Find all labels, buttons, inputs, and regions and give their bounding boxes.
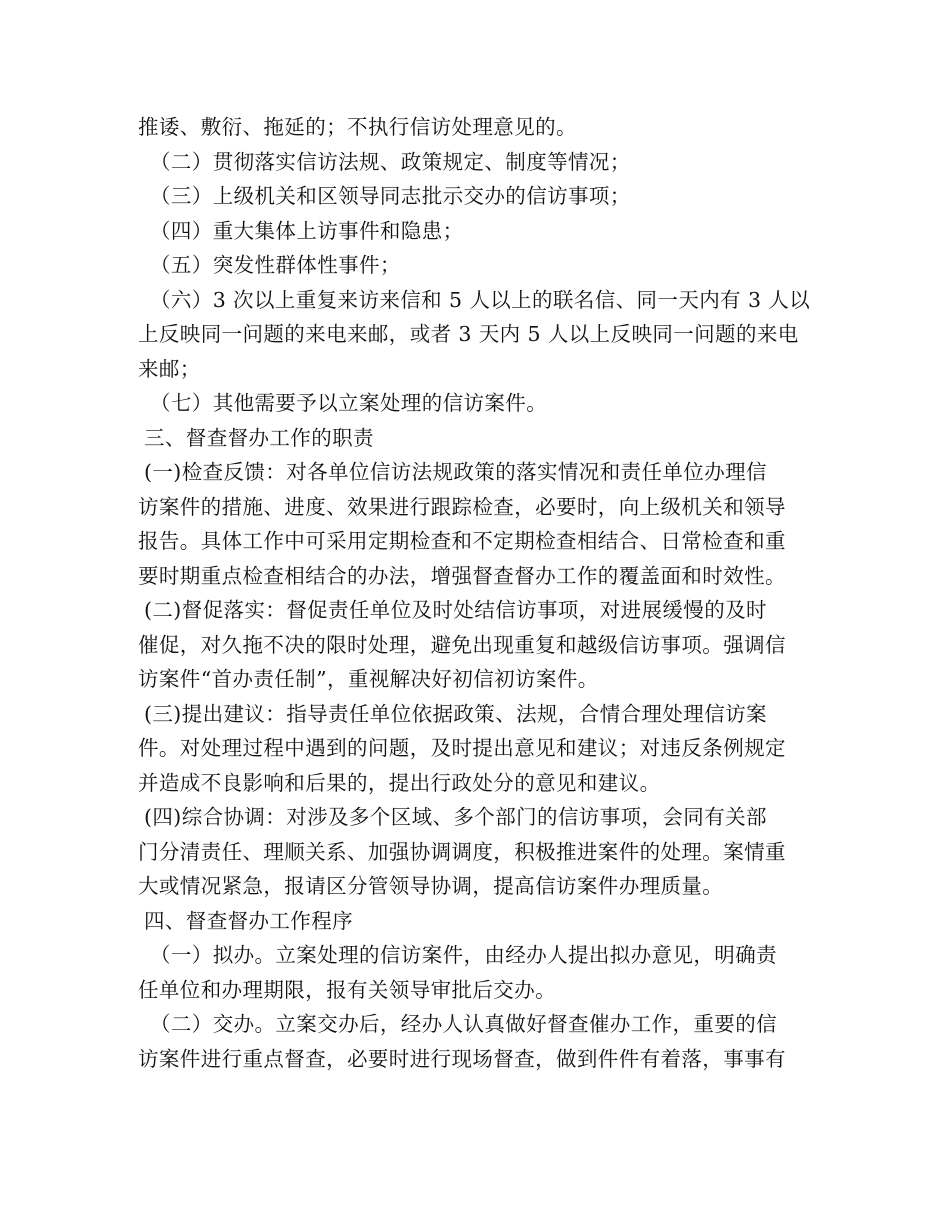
text-line: （一）拟办。立案处理的信访案件，由经办人提出拟办意见，明确责 [150, 943, 777, 967]
text-line: 上反映同一问题的来电来邮，或者 3 天内 5 人以上反映同一问题的来电 [138, 322, 799, 346]
text-line: （二）贯彻落实信访法规、政策规定、制度等情况； [150, 149, 631, 174]
text-line: 催促，对久拖不决的限时处理，避免出现重复和越级信访事项。强调信 [138, 632, 786, 657]
text-line: 访案件的措施、进度、效果进行跟踪检查，必要时，向上级机关和领导 [138, 494, 786, 519]
text-line: （三）上级机关和区领导同志批示交办的信访事项； [150, 184, 631, 208]
text-line: 门分清责任、理顺关系、加强协调调度，积极推进案件的处理。案情重 [138, 839, 786, 864]
text-line: 三、督查督办工作的职责 [144, 425, 374, 450]
text-line: (二)督促落实：督促责任单位及时处结信访事项，对进展缓慢的及时 [144, 598, 767, 622]
text-line: （七）其他需要予以立案处理的信访案件。 [150, 391, 548, 415]
text-line: 访案件“首办责任制”，重视解决好初信初访案件。 [138, 667, 599, 691]
text-line: 推诿、敷衍、拖延的；不执行信访处理意见的。 [138, 115, 577, 139]
text-line: 报告。具体工作中可采用定期检查和不定期检查相结合、日常检查和重 [138, 529, 786, 553]
text-line: （六）3 次以上重复来访来信和 5 人以上的联名信、同一天内有 3 人以 [150, 287, 811, 312]
text-line: （四）重大集体上访事件和隐患； [150, 218, 464, 243]
text-line: 件。对处理过程中遇到的问题，及时提出意见和建议；对违反条例规定 [138, 736, 786, 760]
text-line: (四)综合协调：对涉及多个区域、多个部门的信访事项，会同有关部 [144, 805, 767, 829]
document-body [138, 110, 818, 1076]
text-line: 任单位和办理期限，报有关领导审批后交办。 [138, 977, 556, 1002]
text-line: 四、督查督办工作程序 [144, 908, 353, 933]
text-line: 访案件进行重点督查，必要时进行现场督查，做到件件有着落，事事有 [138, 1046, 786, 1071]
text-line: 大或情况紧急，报请区分管领导协调，提高信访案件办理质量。 [138, 874, 724, 898]
text-line: （五）突发性群体性事件； [150, 253, 401, 277]
text-line: （二）交办。立案交办后，经办人认真做好督查催办工作，重要的信 [150, 1012, 777, 1036]
text-line: 要时期重点检查相结合的办法，增强督查督办工作的覆盖面和时效性。 [138, 563, 786, 588]
text-line: 来邮； [138, 356, 201, 381]
text-line: 并造成不良影响和后果的，提出行政处分的意见和建议。 [138, 770, 661, 795]
text-line: (一)检查反馈：对各单位信访法规政策的落实情况和责任单位办理信 [144, 460, 767, 484]
text-line: (三)提出建议：指导责任单位依据政策、法规，合情合理处理信访案 [144, 701, 767, 726]
